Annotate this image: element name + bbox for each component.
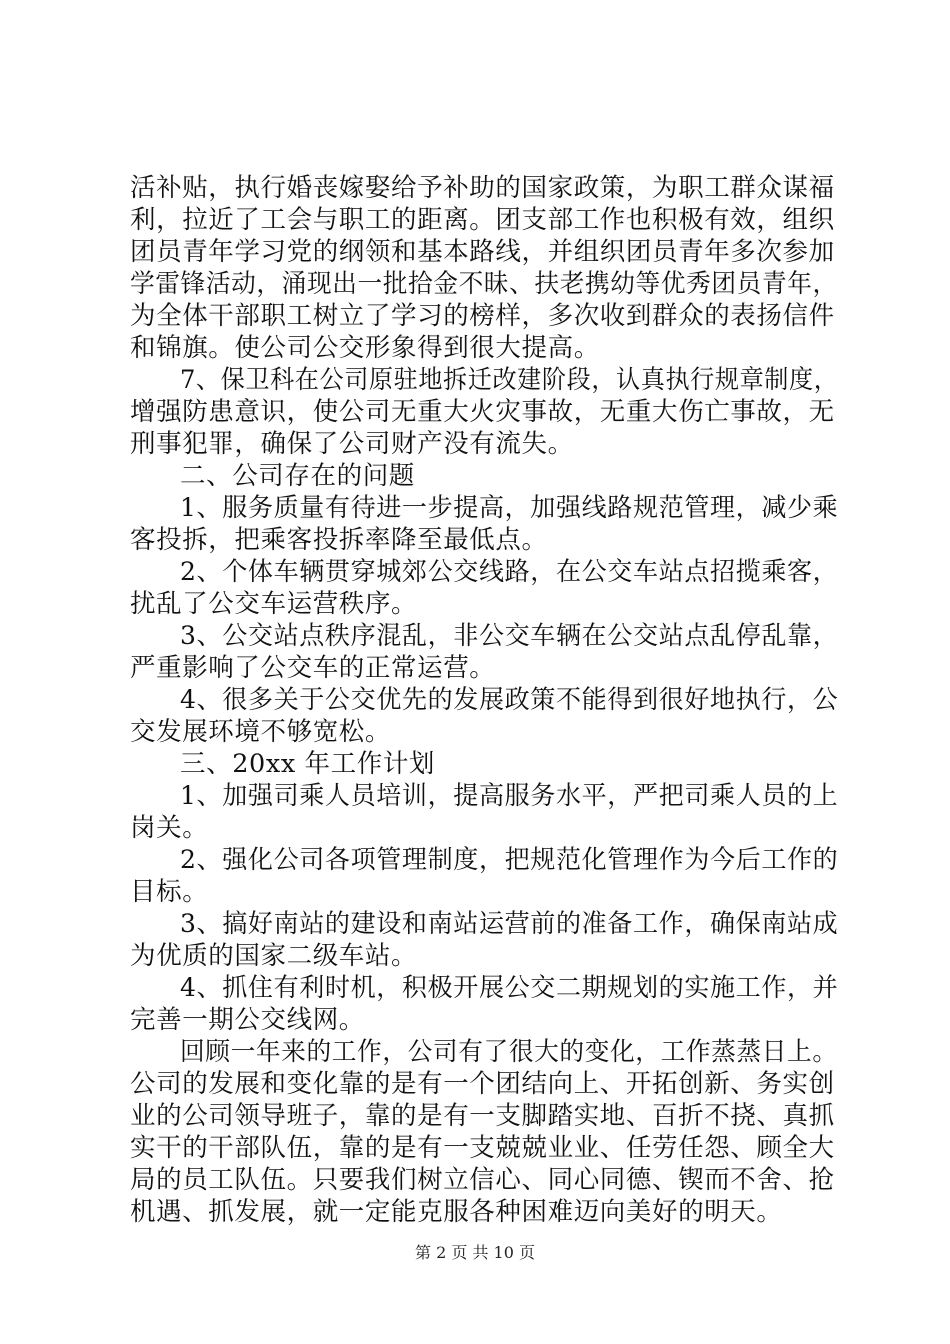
text-line: 3、公交站点秩序混乱，非公交车辆在公交站点乱停乱靠， [180,621,839,651]
text-line: 7、保卫科在公司原驻地拆迁改建阶段，认真执行规章制度， [180,365,839,395]
text-line: 客投拆，把乘客投拆率降至最低点。 [130,525,548,555]
text-line: 目标。 [130,877,209,907]
text-line: 业的公司领导班子，靠的是有一支脚踏实地、百折不挠、真抓 [130,1101,835,1131]
page-number-footer: 第 2 页 共 10 页 [415,1243,535,1262]
text-line: 公司的发展和变化靠的是有一个团结向上、开拓创新、务实创 [130,1069,835,1099]
text-line: 完善一期公交线网。 [130,1005,365,1035]
text-line: 2、强化公司各项管理制度，把规范化管理作为今后工作的 [180,845,839,875]
section-heading: 二、公司存在的问题 [180,461,415,491]
text-line: 扰乱了公交车运营秩序。 [130,589,418,619]
text-line: 增强防患意识，使公司无重大火灾事故，无重大伤亡事故，无 [130,397,835,427]
text-line: 1、加强司乘人员培训，提高服务水平，严把司乘人员的上 [180,781,839,811]
text-line: 活补贴，执行婚丧嫁娶给予补助的国家政策，为职工群众谋福 [130,173,835,203]
text-line: 利，拉近了工会与职工的距离。团支部工作也积极有效，组织 [130,205,835,235]
text-line: 1、服务质量有待进一步提高，加强线路规范管理，减少乘 [180,493,839,523]
text-line: 学雷锋活动，涌现出一批拾金不昧、扶老携幼等优秀团员青年， [130,269,838,299]
text-line: 交发展环境不够宽松。 [130,717,392,747]
text-line: 机遇、抓发展，就一定能克服各种困难迈向美好的明天。 [130,1197,783,1227]
text-line: 局的员工队伍。只要我们树立信心、同心同德、锲而不舍、抢 [130,1165,835,1195]
text-line: 严重影响了公交车的正常运营。 [130,653,496,683]
text-line: 4、很多关于公交优先的发展政策不能得到很好地执行，公 [180,685,839,715]
text-line: 团员青年学习党的纲领和基本路线，并组织团员青年多次参加 [130,237,835,267]
text-line: 为优质的国家二级车站。 [130,941,418,971]
text-line: 2、个体车辆贯穿城郊公交线路，在公交车站点招揽乘客， [180,557,839,587]
section-heading: 三、20xx 年工作计划 [180,749,436,779]
text-line: 岗关。 [130,813,209,843]
text-line: 3、搞好南站的建设和南站运营前的准备工作，确保南站成 [180,909,839,939]
text-line: 回顾一年来的工作，公司有了很大的变化，工作蒸蒸日上。 [180,1037,838,1067]
text-line: 4、抓住有利时机，积极开展公交二期规划的实施工作，并 [180,973,839,1003]
text-line: 实干的干部队伍，靠的是有一支兢兢业业、任劳任怨、顾全大 [130,1133,835,1163]
text-line: 和锦旗。使公司公交形象得到很大提高。 [130,333,600,363]
text-line: 刑事犯罪，确保了公司财产没有流失。 [130,429,574,459]
text-line: 为全体干部职工树立了学习的榜样，多次收到群众的表扬信件 [130,301,835,331]
